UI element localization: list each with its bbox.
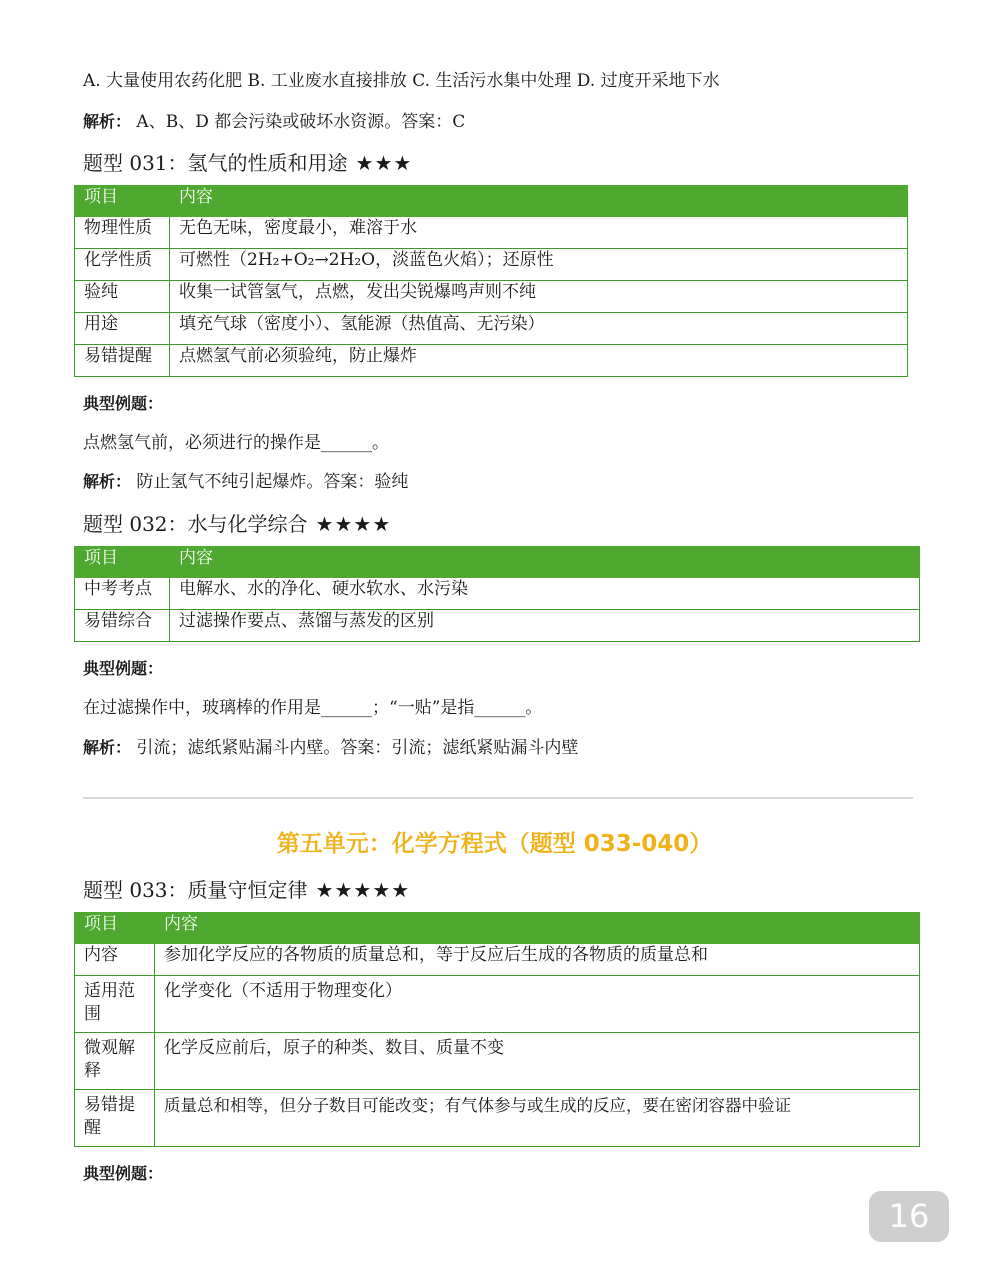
- unit-title: 第五单元：化学方程式（题型 033-040）: [276, 831, 713, 857]
- analysis-line: [83, 737, 578, 759]
- table-cell: 微观解释: [75, 1033, 155, 1090]
- example-label: 典型例题：: [83, 1164, 164, 1183]
- table-header-cell: 项目: [75, 547, 170, 578]
- example-question: 在过滤操作中，玻璃棒的作用是______；“一贴”是指______。: [83, 698, 543, 718]
- table-cell: 化学变化（不适用于物理变化）: [155, 976, 920, 1033]
- info-table: [74, 546, 920, 642]
- table-row: [75, 217, 908, 249]
- analysis-line: [83, 111, 465, 133]
- section-title-text: 题型 032：水与化学综合: [83, 512, 308, 536]
- table-header-row: [75, 913, 920, 944]
- section-title: [83, 511, 391, 537]
- table-row: [75, 313, 908, 345]
- table-row: [75, 1090, 920, 1147]
- analysis-label: 解析：: [83, 738, 132, 757]
- table-cell: 物理性质: [75, 217, 170, 249]
- analysis-text: 引流；滤纸紧贴漏斗内壁。答案：引流；滤纸紧贴漏斗内壁: [131, 738, 579, 758]
- table-row: [75, 976, 920, 1033]
- table-header-cell: 内容: [155, 913, 920, 944]
- table-cell: 易错综合: [75, 610, 170, 642]
- example-question: 点燃氢气前，必须进行的操作是______。: [83, 433, 389, 453]
- info-table: [74, 185, 908, 377]
- analysis-label: 解析：: [83, 472, 132, 491]
- table-header-cell: 项目: [75, 186, 170, 217]
- table-row: [75, 610, 920, 642]
- table-header-row: [75, 186, 908, 217]
- question-options: A. 大量使用农药化肥 B. 工业废水直接排放 C. 生活污水集中处理 D. 过度开采地下水: [83, 71, 720, 91]
- table-header-cell: 内容: [170, 547, 920, 578]
- table-cell: 中考考点: [75, 578, 170, 610]
- table-cell: 电解水、水的净化、硬水软水、水污染: [170, 578, 920, 610]
- table-row: [75, 281, 908, 313]
- table-cell: 质量总和相等，但分子数目可能改变；有气体参与或生成的反应，要在密闭容器中验证: [155, 1090, 920, 1147]
- table-cell: 参加化学反应的各物质的质量总和，等于反应后生成的各物质的质量总和: [155, 944, 920, 976]
- table-cell: 验纯: [75, 281, 170, 313]
- table-row: [75, 249, 908, 281]
- page-number-badge: 16: [869, 1191, 949, 1242]
- section-divider: [83, 797, 913, 799]
- table-row: [75, 944, 920, 976]
- analysis-line: [83, 471, 408, 493]
- table-cell: 化学反应前后，原子的种类、数目、质量不变: [155, 1033, 920, 1090]
- analysis-text: A、B、D 都会污染或破坏水资源。答案：C: [131, 112, 466, 132]
- table-row: [75, 1033, 920, 1090]
- table-cell: 易错提醒: [75, 1090, 155, 1147]
- table-cell: 适用范围: [75, 976, 155, 1033]
- example-label: 典型例题：: [83, 659, 164, 678]
- example-label: 典型例题：: [83, 394, 164, 413]
- table-cell: 化学性质: [75, 249, 170, 281]
- table-cell: 无色无味，密度最小，难溶于水: [170, 217, 908, 249]
- star-rating: ★★★★: [315, 512, 392, 536]
- table-header-cell: 项目: [75, 913, 155, 944]
- section-title: [83, 877, 410, 903]
- section-title-text: 题型 031：氢气的性质和用途: [83, 151, 348, 175]
- section-title: [83, 150, 412, 176]
- table-header-cell: 内容: [170, 186, 908, 217]
- table-cell: 收集一试管氢气，点燃，发出尖锐爆鸣声则不纯: [170, 281, 908, 313]
- table-cell: 可燃性（2H₂+O₂→2H₂O，淡蓝色火焰）；还原性: [170, 249, 908, 281]
- analysis-label: 解析：: [83, 112, 132, 131]
- star-rating: ★★★: [355, 151, 413, 175]
- table-row: [75, 578, 920, 610]
- table-cell: 过滤操作要点、蒸馏与蒸发的区别: [170, 610, 920, 642]
- star-rating: ★★★★★: [315, 878, 411, 902]
- table-cell: 易错提醒: [75, 345, 170, 377]
- table-row: [75, 345, 908, 377]
- info-table: [74, 912, 920, 1147]
- analysis-text: 防止氢气不纯引起爆炸。答案：验纯: [131, 472, 409, 492]
- table-cell: 用途: [75, 313, 170, 345]
- table-cell: 填充气球（密度小）、氢能源（热值高、无污染）: [170, 313, 908, 345]
- table-header-row: [75, 547, 920, 578]
- table-cell: 内容: [75, 944, 155, 976]
- table-cell: 点燃氢气前必须验纯，防止爆炸: [170, 345, 908, 377]
- section-title-text: 题型 033：质量守恒定律: [83, 878, 308, 902]
